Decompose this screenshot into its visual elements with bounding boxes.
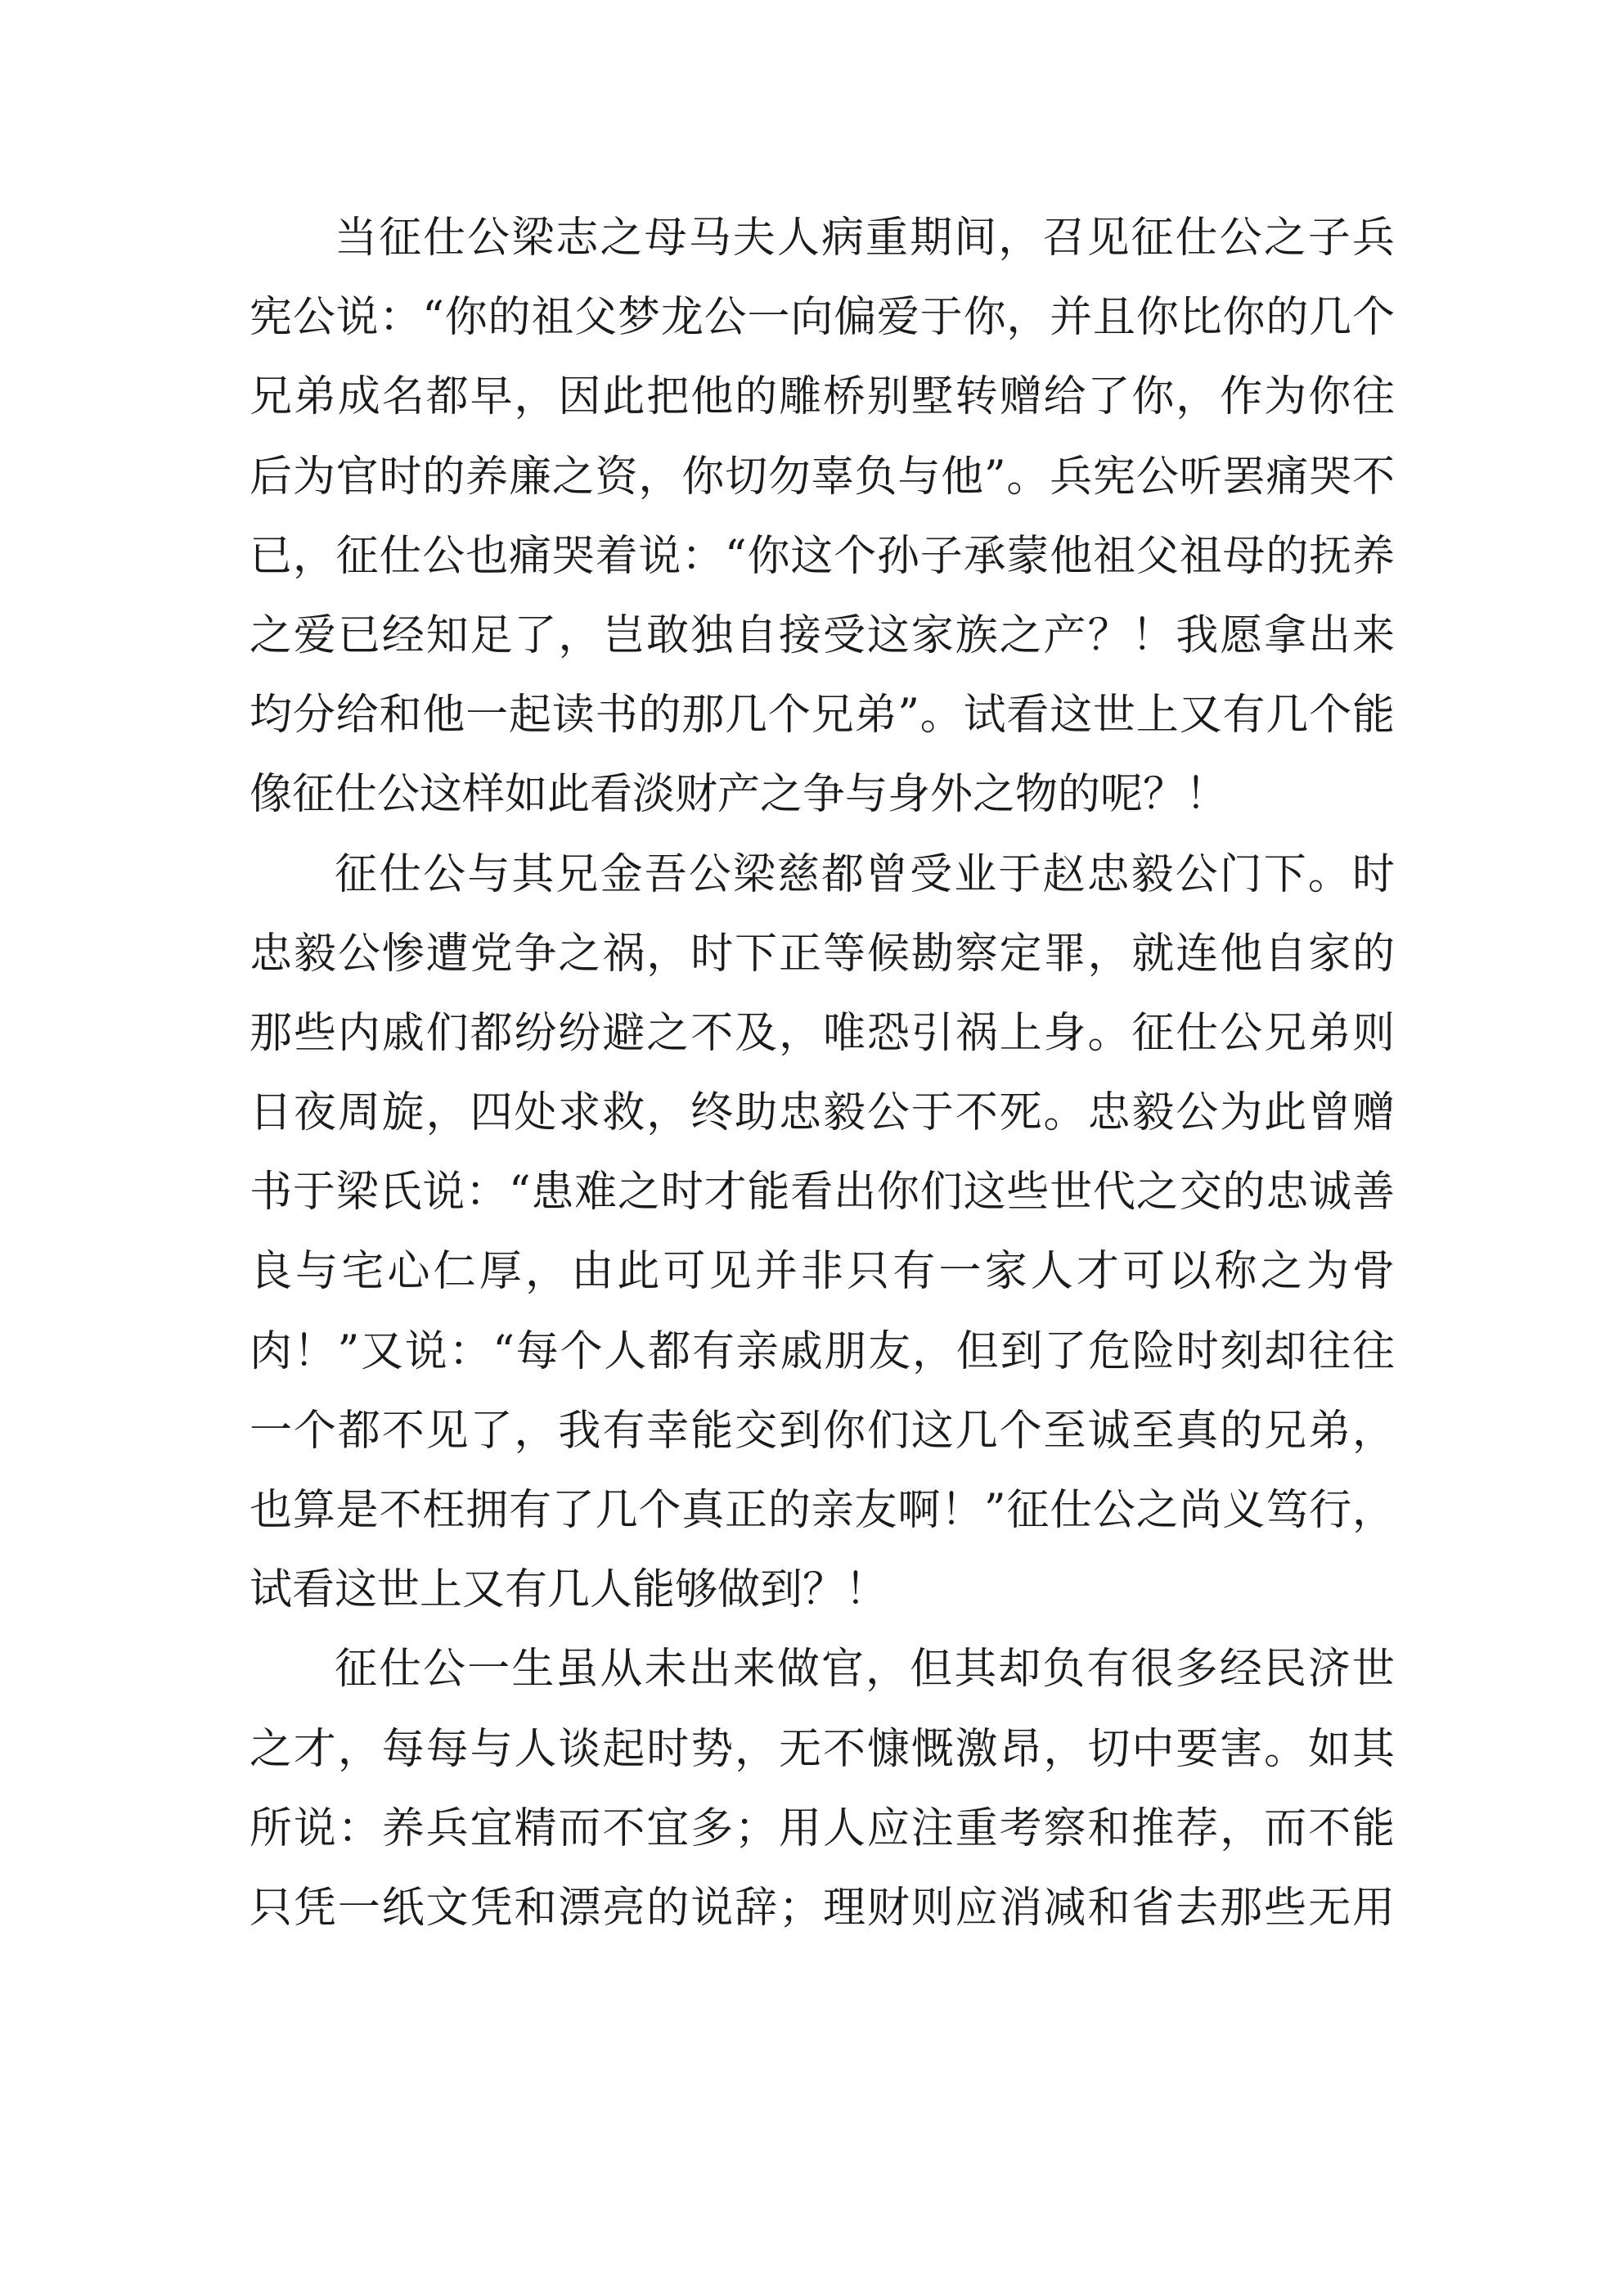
text-line: 所说：养兵宜精而不宜多；用人应注重考察和推荐，而不能 [250, 1803, 1395, 1853]
text-line: 后为官时的养廉之资，你切勿辜负与他”。兵宪公听罢痛哭不 [250, 452, 1395, 502]
body-text [250, 199, 1395, 1948]
text-line: 一个都不见了，我有幸能交到你们这几个至诚至真的兄弟， [250, 1406, 1395, 1456]
text-line: 均分给和他一起读书的那几个兄弟”。试看这世上又有几个能 [250, 691, 1395, 741]
paragraph-3 [250, 1630, 1395, 1948]
text-line: 已，征仕公也痛哭着说：“你这个孙子承蒙他祖父祖母的抚养 [250, 531, 1395, 581]
text-line: 只凭一纸文凭和漂亮的说辞；理财则应消减和省去那些无用 [250, 1883, 1395, 1933]
text-line: 忠毅公惨遭党争之祸，时下正等候勘察定罪，就连他自家的 [250, 929, 1395, 979]
text-line: 兄弟成名都早，因此把他的雕桥别墅转赠给了你，作为你往 [250, 372, 1395, 422]
text-line: 书于梁氏说：“患难之时才能看出你们这些世代之交的忠诚善 [250, 1168, 1395, 1218]
text-line: 肉！”又说：“每个人都有亲戚朋友，但到了危险时刻却往往 [250, 1326, 1395, 1376]
text-line: 征仕公与其兄金吾公梁慈都曾受业于赵忠毅公门下。时 [335, 849, 1395, 899]
paragraph-2 [250, 835, 1395, 1631]
text-line: 像征仕公这样如此看淡财产之争与身外之物的呢？！ [250, 770, 1229, 820]
text-line: 良与宅心仁厚，由此可见并非只有一家人才可以称之为骨 [250, 1247, 1395, 1297]
text-line: 之爱已经知足了，岂敢独自接受这家族之产？！我愿拿出来 [250, 610, 1395, 660]
text-line: 之才，每每与人谈起时势，无不慷慨激昂，切中要害。如其 [250, 1724, 1395, 1774]
text-line: 那些内戚们都纷纷避之不及，唯恐引祸上身。征仕公兄弟则 [250, 1008, 1395, 1058]
text-line: 日夜周旋，四处求救，终助忠毅公于不死。忠毅公为此曾赠 [250, 1088, 1395, 1138]
text-line: 征仕公一生虽从未出来做官，但其却负有很多经民济世 [335, 1645, 1395, 1695]
text-line: 试看这世上又有几人能够做到？！ [250, 1565, 888, 1615]
text-line: 也算是不枉拥有了几个真正的亲友啊！”征仕公之尚义笃行， [250, 1486, 1395, 1535]
paragraph-1 [250, 199, 1395, 835]
text-line: 当征仕公梁志之母马夫人病重期间，召见征仕公之子兵 [335, 214, 1395, 263]
text-line: 宪公说：“你的祖父梦龙公一向偏爱于你，并且你比你的几个 [250, 293, 1395, 343]
